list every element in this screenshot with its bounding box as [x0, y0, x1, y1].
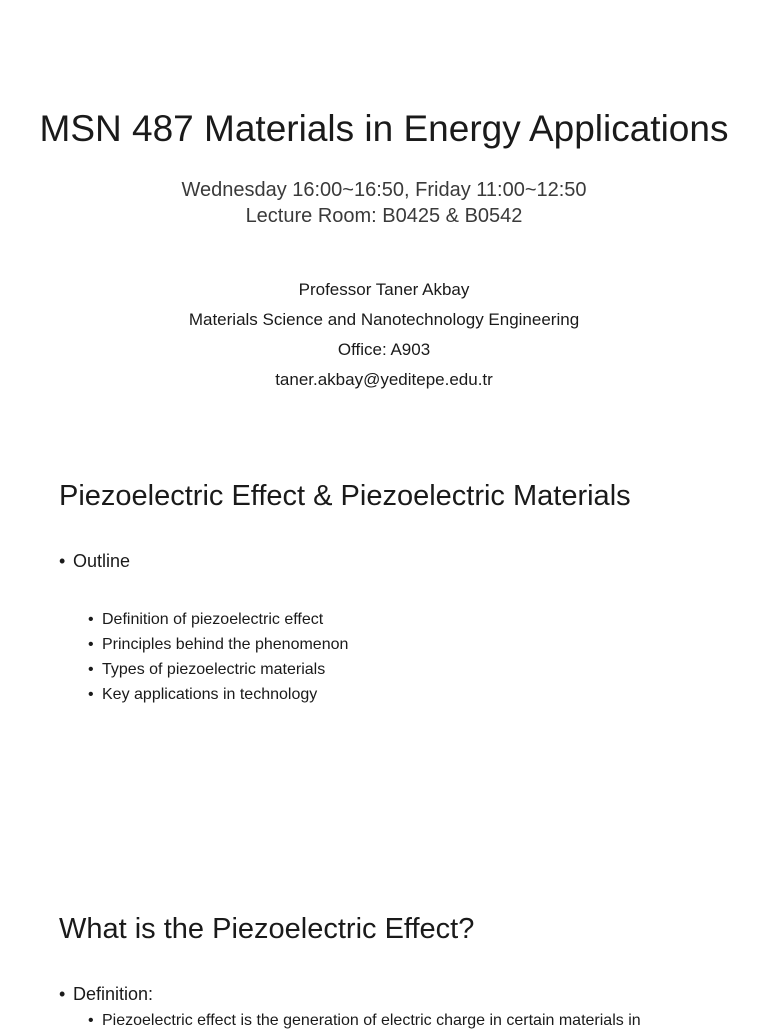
slide-title-page	[0, 0, 768, 432]
definition-bullet: • Definition:	[59, 982, 153, 1006]
office-number: Office: A903	[337, 340, 431, 359]
list-item: • Types of piezoelectric materials	[88, 657, 348, 682]
definition-text: • Piezoelectric effect is the generation of electric charge in certain materials in	[88, 1010, 641, 1032]
lecture-room: Lecture Room: B0425 & B0542	[245, 205, 523, 227]
instructor-name: Professor Taner Akbay	[298, 280, 470, 299]
list-item: • Key applications in technology	[88, 682, 348, 707]
instructor-email: taner.akbay@yeditepe.edu.tr	[275, 370, 493, 389]
slide-heading: What is the Piezoelectric Effect?	[59, 913, 475, 945]
outline-list	[88, 607, 348, 707]
list-item: • Principles behind the phenomenon	[88, 632, 348, 657]
outline-bullet: • Outline	[59, 549, 130, 573]
course-title: MSN 487 Materials in Energy Applications	[39, 108, 729, 149]
course-schedule: Wednesday 16:00~16:50, Friday 11:00~12:50	[181, 179, 587, 201]
department-name: Materials Science and Nanotechnology Engineering	[188, 310, 580, 329]
slide-outline	[0, 432, 768, 864]
slide-definition	[0, 864, 768, 1029]
list-item: • Definition of piezoelectric effect	[88, 607, 348, 632]
slide-heading: Piezoelectric Effect & Piezoelectric Materials	[59, 480, 631, 512]
